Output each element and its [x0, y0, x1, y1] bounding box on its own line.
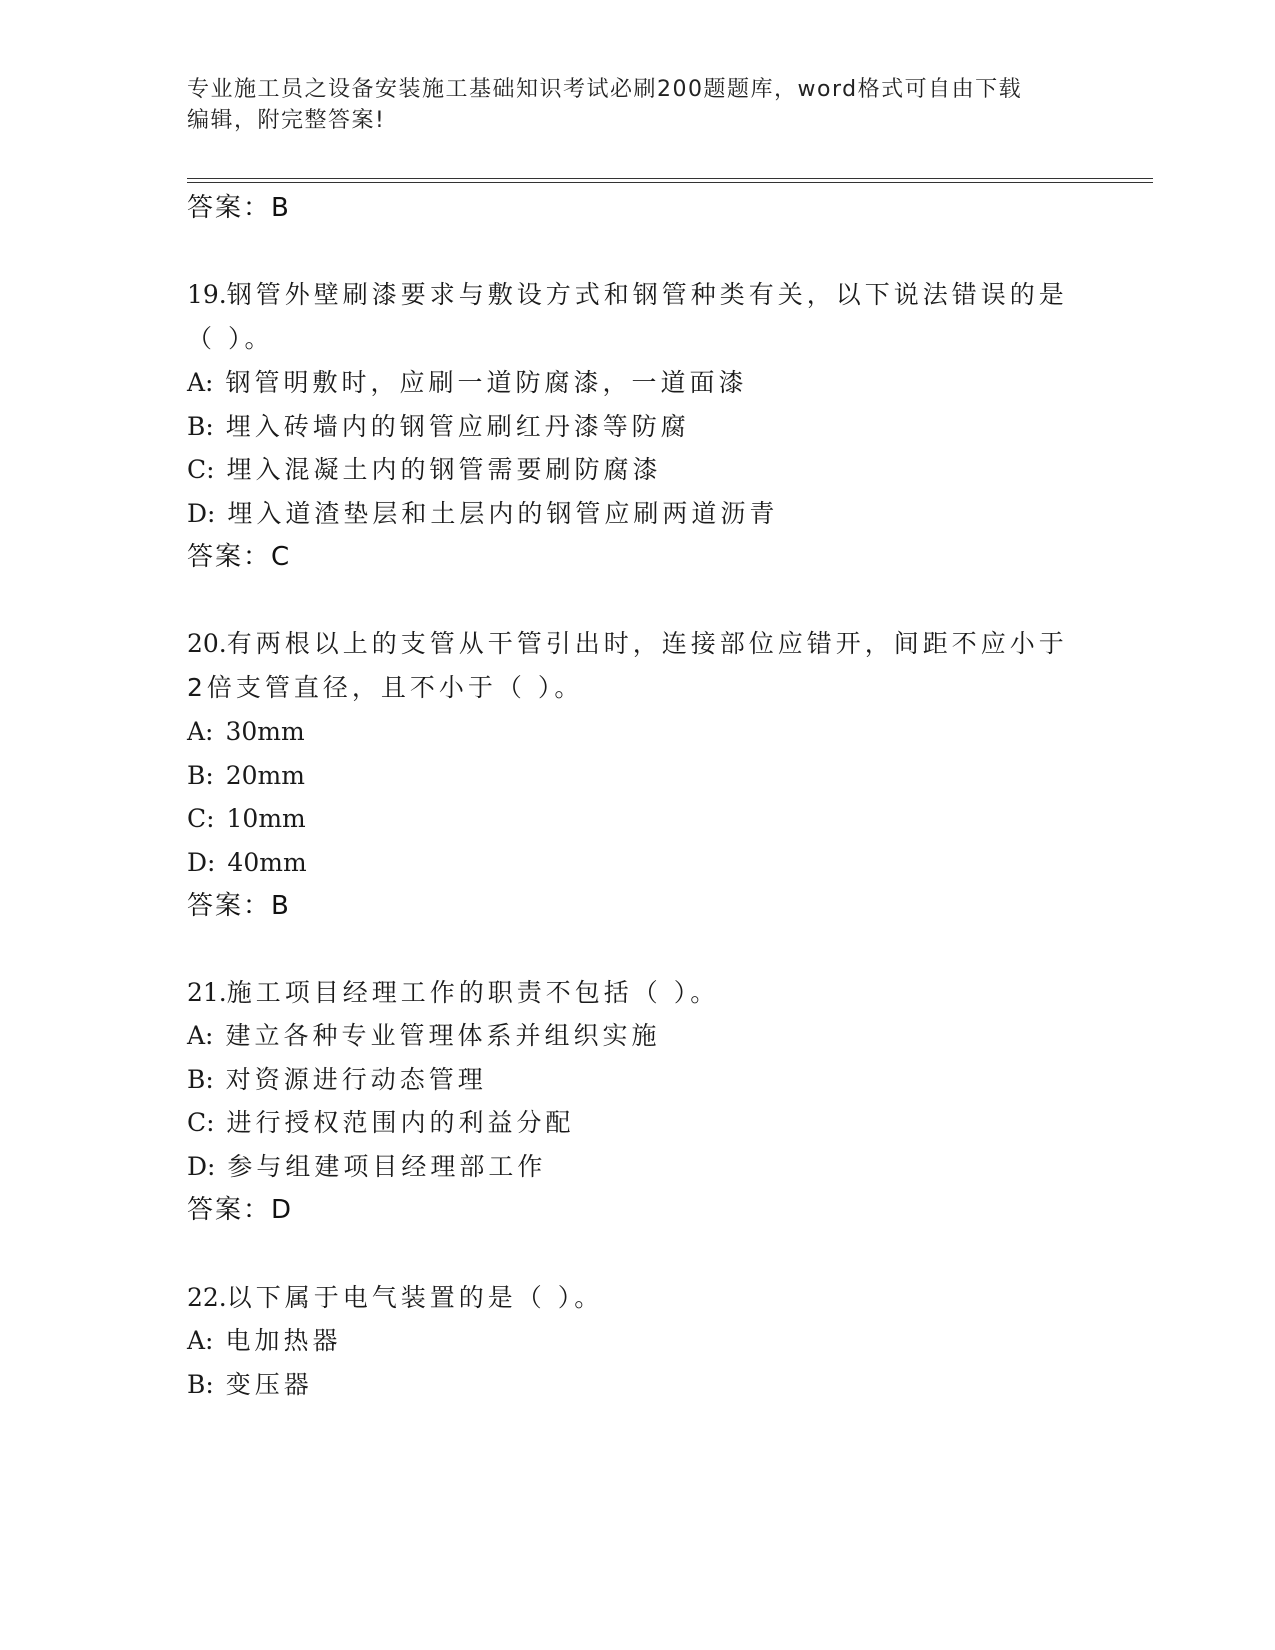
- option-letter: B:: [187, 412, 214, 441]
- option-text: 电加热器: [225, 1326, 342, 1355]
- question-20-option-d: [187, 848, 307, 878]
- question-19-option-d: [187, 499, 778, 529]
- option-letter: A:: [187, 717, 214, 746]
- question-20-option-a: [187, 717, 305, 747]
- header-divider-bottom: [187, 182, 1153, 183]
- question-20-stem: [187, 629, 1068, 659]
- header-line-2: 编辑，附完整答案!: [187, 108, 386, 133]
- option-text: 20mm: [225, 761, 305, 790]
- question-22-option-b: [187, 1370, 313, 1400]
- option-letter: D:: [187, 848, 216, 877]
- question-21-option-b: [187, 1065, 487, 1095]
- question-19-answer: 答案：C: [187, 542, 292, 572]
- question-20-stem-cont: 2倍支管直径，且不小于（ ）。: [187, 673, 584, 702]
- option-letter: B:: [187, 1370, 214, 1399]
- option-text: 钢管明敷时，应刷一道防腐漆，一道面漆: [225, 368, 748, 397]
- option-letter: A:: [187, 1326, 214, 1355]
- option-text: 10mm: [226, 804, 306, 833]
- option-letter: A:: [187, 1021, 214, 1050]
- question-21-option-a: [187, 1021, 660, 1051]
- question-number: 21.: [187, 978, 227, 1007]
- option-text: 变压器: [225, 1370, 313, 1399]
- question-22-stem: [187, 1283, 603, 1313]
- question-19-stem-cont: （ ）。: [187, 324, 274, 353]
- option-letter: C:: [187, 1108, 215, 1137]
- document-header: [187, 74, 1087, 136]
- question-20-option-c: [187, 804, 306, 834]
- option-text: 埋入砖墙内的钢管应刷红丹漆等防腐: [225, 412, 690, 441]
- option-text: 对资源进行动态管理: [225, 1065, 487, 1094]
- question-21-option-d: [187, 1152, 546, 1182]
- question-21-answer: 答案：D: [187, 1195, 294, 1225]
- question-20-option-b: [187, 761, 305, 791]
- header-divider-top: [187, 178, 1153, 179]
- question-text: 以下属于电气装置的是（ ）。: [226, 1283, 604, 1312]
- option-text: 30mm: [225, 717, 305, 746]
- question-number: 22.: [187, 1283, 227, 1312]
- option-letter: C:: [187, 455, 215, 484]
- question-20-answer: 答案：B: [187, 891, 291, 921]
- previous-answer: 答案：B: [187, 193, 291, 223]
- question-21-stem: [187, 978, 719, 1008]
- question-19-option-c: [187, 455, 662, 485]
- question-21-option-c: [187, 1108, 575, 1138]
- option-text: 埋入道渣垫层和土层内的钢管应刷两道沥青: [227, 499, 779, 528]
- header-line-1: 专业施工员之设备安装施工基础知识考试必刷200题题库，word格式可自由下载: [187, 77, 1023, 102]
- question-22-option-a: [187, 1326, 341, 1356]
- option-letter: B:: [187, 761, 214, 790]
- option-text: 40mm: [227, 848, 307, 877]
- question-text: 施工项目经理工作的职责不包括（ ）。: [226, 978, 720, 1007]
- question-19-option-a: [187, 368, 747, 398]
- question-text: 有两根以上的支管从干管引出时，连接部位应错开，间距不应小于: [226, 629, 1068, 658]
- option-letter: D:: [187, 1152, 216, 1181]
- question-19-option-b: [187, 412, 690, 442]
- question-number: 19.: [187, 280, 227, 309]
- question-text: 钢管外壁刷漆要求与敷设方式和钢管种类有关，以下说法错误的是: [226, 280, 1068, 309]
- option-text: 参与组建项目经理部工作: [227, 1152, 547, 1181]
- question-19-stem: [187, 280, 1068, 310]
- option-letter: A:: [187, 368, 214, 397]
- option-letter: D:: [187, 499, 216, 528]
- option-letter: C:: [187, 804, 215, 833]
- option-letter: B:: [187, 1065, 214, 1094]
- option-text: 进行授权范围内的利益分配: [226, 1108, 575, 1137]
- option-text: 建立各种专业管理体系并组织实施: [225, 1021, 661, 1050]
- option-text: 埋入混凝土内的钢管需要刷防腐漆: [226, 455, 662, 484]
- question-number: 20.: [187, 629, 227, 658]
